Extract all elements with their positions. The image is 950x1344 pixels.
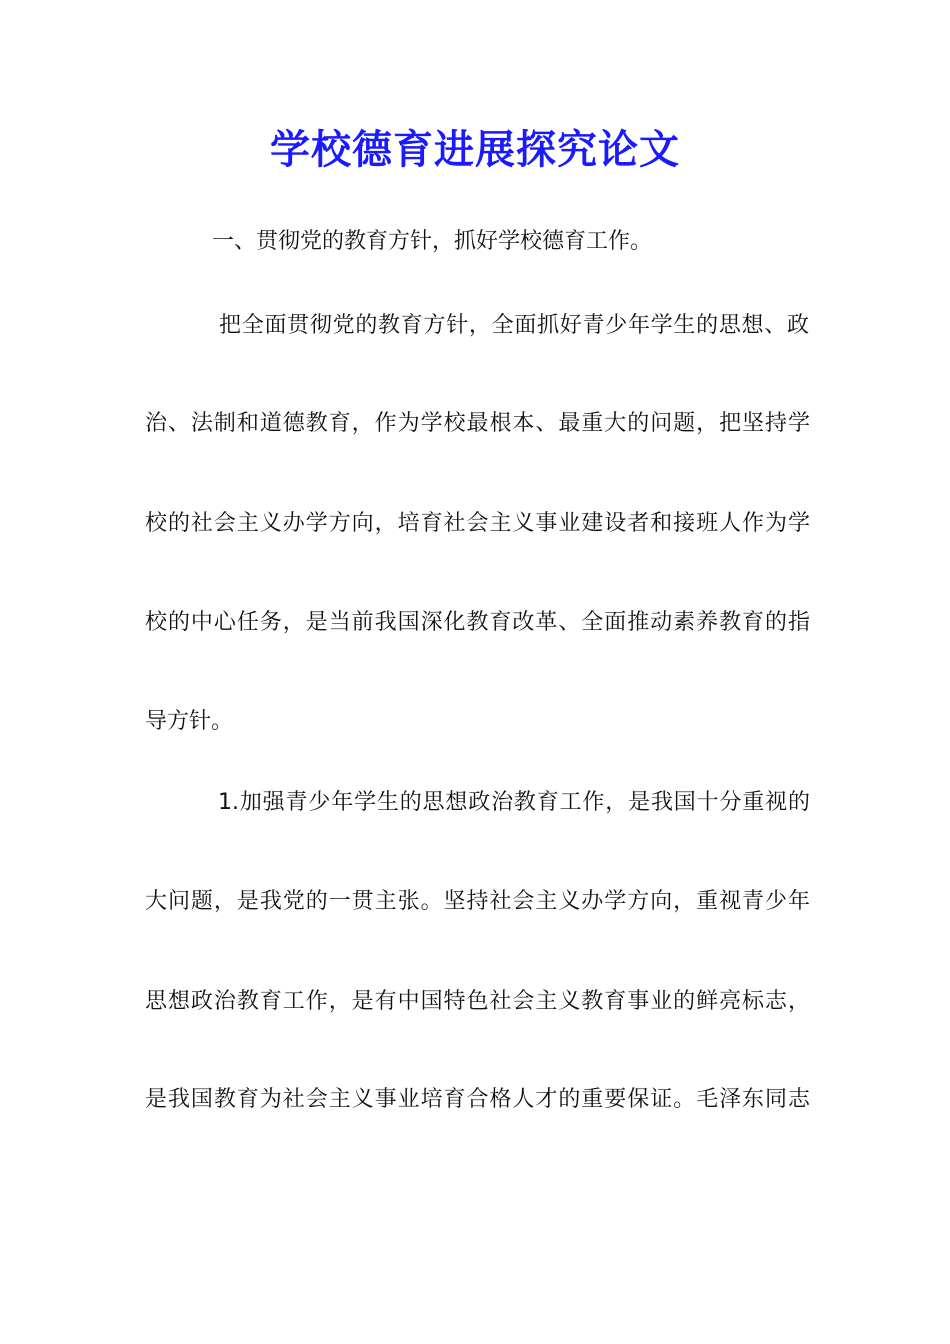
paragraph-line: 思想政治教育工作，是有中国特色社会主义教育事业的鲜亮标志， [145,989,810,1014]
paragraph-line: 把全面贯彻党的教育方针，全面抓好青少年学生的思想、政 [219,313,809,338]
paragraph-line: 校的中心任务，是当前我国深化教育改革、全面推动素养教育的指 [145,610,810,635]
paragraph-line: 1.加强青少年学生的思想政治教育工作，是我国十分重视的 [218,790,810,815]
paragraph-line: 治、法制和道德教育，作为学校最根本、最重大的问题，把坚持学 [145,411,810,436]
paragraph-line: 是我国教育为社会主义事业培育合格人才的重要保证。毛泽东同志 [145,1087,810,1112]
paragraph-line: 校的社会主义办学方向，培育社会主义事业建设者和接班人作为学 [145,511,810,536]
paragraph-line: 导方针。 [145,709,234,734]
section-heading: 一、贯彻党的教育方针，抓好学校德育工作。 [212,229,653,254]
document-title: 学校德育进展探究论文 [270,126,680,173]
paragraph-line: 大问题，是我党的一贯主张。坚持社会主义办学方向，重视青少年 [145,889,810,914]
